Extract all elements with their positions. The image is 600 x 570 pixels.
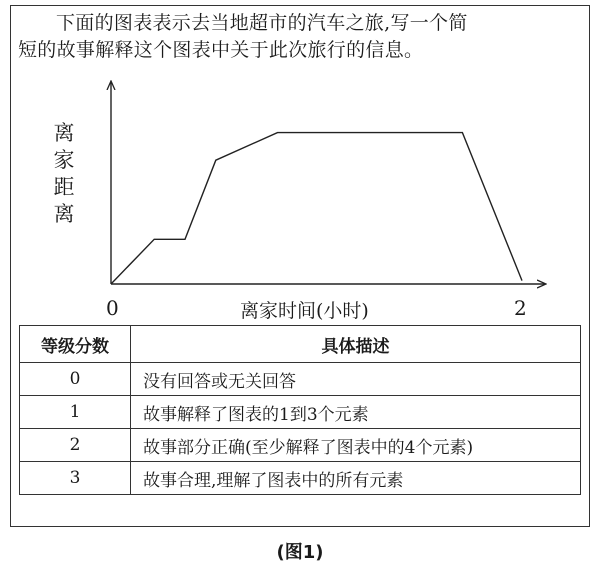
y-axis-label-char: 离 (53, 202, 75, 226)
y-axis-label (52, 120, 76, 228)
description-cell: 故事部分正确(至少解释了图表中的4个元素) (131, 429, 581, 462)
description-cell: 故事解释了图表的1到3个元素 (131, 396, 581, 429)
description-cell: 故事合理,理解了图表中的所有元素 (131, 462, 581, 495)
table-row (20, 429, 581, 462)
score-cell: 0 (20, 363, 131, 396)
description-cell: 没有回答或无关回答 (131, 363, 581, 396)
table-row (20, 363, 581, 396)
prompt-line-1: 下面的图表表示去当地超市的汽车之旅,写一个简 (56, 12, 468, 34)
x-tick-label-0: 0 (106, 296, 119, 320)
y-axis-label-char: 离 (53, 121, 75, 145)
score-cell: 1 (20, 396, 131, 429)
score-cell: 2 (20, 429, 131, 462)
header-score: 等级分数 (20, 326, 131, 363)
prompt-line-2: 短的故事解释这个图表中关于此次旅行的信息。 (18, 39, 424, 61)
scoring-table (19, 325, 581, 495)
score-cell: 3 (20, 462, 131, 495)
x-tick-label-2: 2 (514, 296, 527, 320)
table-row (20, 462, 581, 495)
y-axis-label-char: 距 (53, 175, 75, 199)
x-axis-label: 离家时间(小时) (240, 300, 369, 322)
y-axis-label-char: 家 (53, 148, 75, 172)
header-description: 具体描述 (131, 326, 581, 363)
figure-caption: (图1) (276, 542, 324, 563)
distance-series-line (111, 133, 522, 284)
table-row (20, 396, 581, 429)
table-header-row (20, 326, 581, 363)
